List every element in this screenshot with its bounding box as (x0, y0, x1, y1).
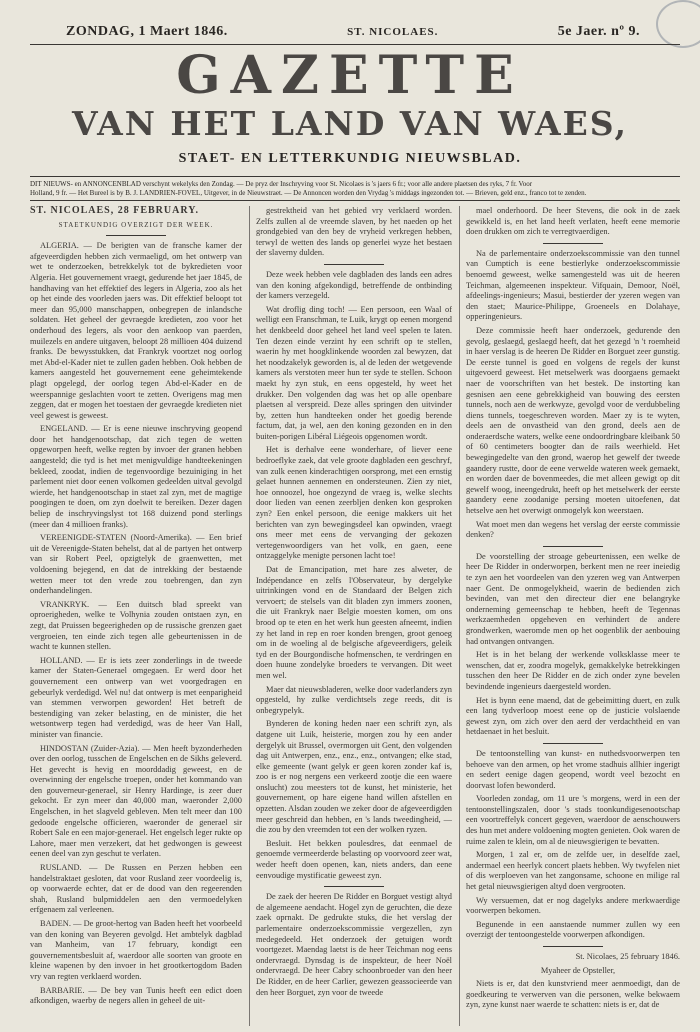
article-paragraph: VRANKRYK. — Een duitsch blad spreekt van oproerigheden, welke te Volhynia zouden ontstaen zyn, en zegt, dat Pruissen begeerigheden op de russische grenzen gaet vergroeien, ten einde zich tegen alle gebeurtenissen in de wacht te kunnen stellen. (30, 599, 242, 652)
masthead-tagline: STAET- EN LETTERKUNDIG NIEUWSBLAD. (178, 151, 522, 166)
section-subheading: STAETKUNDIG OVERZIGT DER WEEK. (58, 220, 214, 229)
article-paragraph: Besluit. Het bekken poulesdres, dat eenmael de genoemde vermeerderde belasting op voorvoord zeer wat, weder heeft doen openen, kan, niets anders, dan eene eenvoudige mystificatie geweest zyn. (256, 838, 452, 880)
notice-line-2: Holland, 9 fr. — Het Bureel is by B. J. LANDRIEN-FOVEL, Uitgever, in de Nieuwstraet. — De Annoncen worden den Vrydag 's middags ingezonden tot. — Brieven, geld enz., franco tot te zenden. (30, 189, 587, 197)
article-paragraph: mael onderhoord. De heer Stevens, die ook in de zaek gewikkeld is, en het land heeft verlaten, heeft eene memorie doen drukken om zich te verregtvaerdigen. (466, 206, 680, 237)
separator (543, 743, 603, 744)
column-2 (256, 206, 452, 1026)
separator (543, 243, 603, 244)
library-stamp (656, 0, 700, 48)
separator (543, 546, 603, 547)
notice-line-1: DIT NIEUWS- en ANNONCENBLAD verschynt wekelyks den Zondag. — De pryz der Inschryving voor St. Nicolaes is 's jaers 6 fr.; voor alle andere plaetsen des ryks, 7 fr. Voor (30, 180, 533, 188)
subscription-notice (30, 180, 680, 198)
notice-bottom-rule (30, 200, 680, 201)
article-paragraph: De zaek der heeren De Ridder en Borguet vestigt altyd de algemeene aendacht. Hogel zyn de geruchten, die deze zaek oprnakt. De gedrukte stuks, die het verslag der parlementaire onderzoekscommissie vergezellen, zyn medegedeeld. Het onderzoek der getuigen wordt voortgezet. Maendag laetst is de heer Teichman nog eens ondervraegd. Dynsdag is de inspekteur, de heer Noël ondervraegd. De heer Cabry schoonbroeder van den heer De Ridder, en de heer Carlier, gewezen geassocieerde van den heer Borguet, zyn voor de tweede (256, 892, 452, 997)
article-paragraph: HOLLAND. — Er is iets zeer zonderlings in de tweede kamer der Staten-Generael omgegaen. Er werd door het gouvernement een ontwerp van wet voorgedragen en gebeurlyk verdedigd. Wel nu! dat ontwerp is met eenparigheid van stemmen verworpen geworden! Het betreft de bestendiging van zeker belasting, en de minister, die het wetsontwerp tegen had verdedigd, was de heer Van Hall, minister van financie. (30, 655, 242, 739)
article-paragraph: De tentoonstelling van kunst- en nuthedsvoorwerpen ten behoeve van den armen, op het vrome stadhuis allhier ingerigt en sedert eenige dagen geopend, wordt veel bezocht en doorvast lofen bewonderd. (466, 748, 680, 790)
article-paragraph: Maer dat nieuwsbladeren, welke door vaderlanders zyn opgesteld, hy zulke verdichtsels zege reeds, dit is onbegrypelyk. (256, 684, 452, 715)
notice-top-rule (30, 176, 680, 177)
column-divider (249, 206, 250, 1026)
article-paragraph: Deze commissie heeft haer onderzoek, gedurende den gevolg, geslaegd, geslaegd heeft, dat het gezegd 'n 't roemheid in haer verslag is de heeren De Ridder en Borguet zeer gunstig. De eerste tunnel is goed en volgens de regels der kunst uitgevoerd geweest. Het metselwerk was doorgaens gemaekt naer de voorschriften van het bestek. De instorting kan gesnisen aen eene gebrekkigheid van bouwing des eersten tunnels, noch aen de werkwyze, gevolgd voor de verdubbeling diens tunnels, toegeschreven worden. Maer zy is te wyten, deels aen de onvastheid van den grond, deels aen de onderaerdsche waters, welke eene ondoordringbare kleibank 50 of 60 centimeters boogter dan de rails weerhield. Het bewegingedelte van den grond, waerop het gewelf der tweede gaandery rustte, door de eene verwelde wateren week gemaekt, en worden daer de bovenmeedes, die met alleen gewigt op dit gewelf woog, ineengedrukt, heeft op het metselwerk der eerste gaandery eene zoodanige persing moeten uitoefenen, dat hetselve aen het overwigt onmogelyk kon weerstaen. (466, 325, 680, 516)
column-divider (459, 206, 460, 1026)
article-paragraph: Begunende in een aanstaende nummer zullen wy een overzigt der tentoongestelde voorwerpen afkondigen. (466, 919, 680, 940)
masthead-subtitle-line: VAN HET LAND VAN WAES, (72, 104, 628, 143)
article-paragraph: BADEN. — De groot-hertog van Baden heeft het voorbeeld van den koning van Beyeren gevolgd. Het ambtelyk dagblad van Manheim, van 17 february, kondigt een gouvernementsbesluit af, waerdoor alle soorten van groote en kleine wapenen by den invoer in het grootkertogdom Baden vry van regten verklaerd worden. (30, 919, 242, 981)
article-paragraph: Deze week hebben vele dagbladen des lands een adres van den koning afgekondigd, betreffende de ontbinding der kamers verzegeld. (256, 269, 452, 301)
article-paragraph: gestrektheid van het gebied vry verklaerd worden. Zelfs zullen al de vreemde slaven, by het naeden op het grondgebied van den bey de vryheid verkregen hebben, terwyl de wetten des lands op generlei wyze het bestaen der slaverny dulden. (256, 206, 452, 258)
separator (543, 946, 603, 947)
issue-number: 5e Jaer. nº 9. (557, 24, 640, 39)
separator (106, 235, 166, 236)
article-paragraph: Het is bynn eene maend, dat de gebeimitting duert, en zulk een lang tydverloop moest eene op de justicie volslaende gewest zyn, om zich over den aerd der verdachtheid en van hetdaenaet in het besluit. (466, 695, 680, 737)
article-paragraph: Wat moet men dan wegens het verslag der eerste commissie denken? (466, 519, 680, 540)
letter-dateline: St. Nicolaes, 25 february 1846. (575, 952, 680, 961)
article-paragraph: Na de parlementaire onderzoekscommissie van den tunnel van Cumptich is eene bestierlyke onderzoekscommissie benoemd geweest, welke samengesteld was uit de heeren Teichman, algemeenen inspekteur. Vifquain, Demoor, Noël, afdeelings-ingenieurs; Masui, bestierder der yzeren wegen van den staet; Maurice-Philippe, Groeneels en Dolahaye, opperingenieurs. (466, 248, 680, 322)
article-paragraph: VEREENIGDE-STATEN (Noord-Amerika). — Een brief uit de Vereenigde-Staten behelst, dat al de partyen het ontwerp van sir Robert Peel, opzigtelyk de graenwetten, met voldoening bejegend, en dat de intrekking der bestaende wetten meer tot den vrede zou toebrengen, dan zyn onderhandelingen. (30, 533, 242, 596)
column-3 (466, 206, 680, 1026)
article-paragraph: Wat droflig ding toch! — Een persoon, een Waal of welligt een Franschman, te Luik, krygt op eenen morgend het denkbeeld door geheel het land veel spelen te laten. Ten dezen einde verzint hy een schrift op te stellen, waerin hy met hoogklinkende woorden zal bewyzen, dat het noodzakelyk geworden is, al de leden der wetgevende kamers als verstoten meer hun ter syde te stellen. Schoon maekt hy zyn stuk, en eens opgesteld, hy weet het drukker. Den volgenden dag was het op alle openbare plaetsen al verspreid. Deze alles springen den uitvinder by, zetten hun handteeken onder het goedig berende factum, dat, ja wel, aen den koning gezonden en in den buiten-porigen Libéral Liégeois opgenomen wordt. (256, 304, 452, 441)
article-paragraph: De voorstelling der stroage gebeurtenissen, een welke de heer De Ridder in onderworpen, berkent men ne reer ineiedig te zyn aen het voordeelen van den yzeren weg van Antwerpen naer Gent. De onmogelykheid, waerin de bedienden zich bevinden, van met den directeur dier ene belangryke onderneming gemeenschap te hebben, heeft de Tegennas werkzaemheden opgeheven en verhindert de andere grondwerken, waeromde men op het oogenblik der aenbouing had ontvangen ontvangen. (466, 551, 680, 646)
letter-salutation: Myaheer de Opsteller, (540, 965, 616, 975)
article-paragraph: BARBARIE. — De bey van Tunis heeft een edict doen afkondigen, waerby de negers allen in geheel de uit- (30, 985, 242, 1006)
article-paragraph: Het is in het belang der werkende volksklasse meer te wenschen, dat er, zoodra mogelyk, gemakkelyke betrekkingen tusschen den heer De Ridder en de zich onder zyne bevelen bevindende ingenieurs daergesteld worden. (466, 650, 680, 691)
column-1 (30, 206, 242, 1026)
article-paragraph: RUSLAND. — De Russen en Perzen hebben een handelstraktaet gesloten, dat voor Rusland zeer voordeelig is, op voorwaerde echter, dat er de dood van den regeerenden shah, Rusland bulpmiddelen aen den vermoedelyken erfgenaem zal verleenen. (30, 863, 242, 915)
dateline (66, 22, 640, 42)
article-paragraph: Morgen, 1 zal er, om de zelfde uer, in deselfde zael, andermael een heerlyk concert plaets hebben. Wy twyfelen niet of dis werploeven van het zangonsame, schoone en milige ral het getal nieuwsgierigen altyd doen vergrooten. (466, 850, 680, 892)
article-paragraph: Bynderen de koning heden naer een schrift zyn, als datgene uit Luik, heisterie, morgen zou hy een ander dergelyk uit Brussel, overmorgen uit Gent, den volgenden dag uit Antwerpen, enz., enz., enz., ontvangen; elke stad, elke gemeente (want gelyk er geen koren zonder kaf is, zoo is er nog nergens een verkeerd zootje die een waere onslucht) zou meesters tot de kunst, het ministerie, het gouvernement, op hare eigene hand willen afstellen en opzetten. Alsdan zouden we zeker door de afgeveerdigden meer geschreid dan hebben, en 's lands tweedingheid, — die zou by den vreemden tot een der wolken ryzen. (256, 719, 452, 835)
article-paragraph: Voorleden zondag, om 11 ure 's morgens, werd in een der tentoonstellingszalen, door 's stads toonkundigesenootschap een voortreffelyk concert gegeven, waerdoor de aenschouwers des hun met andere voldoening mogten genieten. Ook waren de ruime zalen te klein, om al de nieuwsgierigen te bevatten. (466, 794, 680, 846)
article-paragraph: Dat de Emancipation, met hare zes alweter, de Indépendance en zelfs l'Observateur, by dergelyke uitrinkingen vond en de Standaard der Belgen zich vervoert; de stelsels van dit bladen zyn immers zoonen, die uit Frankryk naer Belgie moesten komen, om ons brood op te eten en het werk hun geesten afneemt, indien zy het land in rep en roer konden brengen, groot genoeg om in de woeling al de belgische afgeveerdigers, geleik tyd en der Bourgondische hofmenschen, te verdringen en doen huune zondelyke broeders te vervangen. Dit weet men wel. (256, 565, 452, 680)
article-paragraph: Het is derhalve eene wonderhare, of liever eene bedroeflyke zaek, dat vele groote dagbladen een geschryf, van zulk eenen kinderachtigen oorsprong, met een ernstig gelaet hunnen aennemen en ondersteunen. Zien zy niet, hoe onnoozel, hoe ongezynd de vraeg is, welke slechts door lieden van eenen zeerbljen denken kon gesproken zyn? Een enkel persoon, die eenige makkers uit het berichten van zyn bewegingsdeel kan opwinden, vraegt ons meer met eens de vervanging der gekozen vertegenwoordigers van het volk, en gaen, eene ontzaggelyke menigte personen lacht toe! (256, 445, 452, 561)
section-heading: ST. NICOLAES, 28 FEBRUARY. (30, 206, 200, 216)
masthead-title: GAZETTE (176, 45, 524, 106)
article-paragraph: HINDOSTAN (Zuider-Azia). — Men heeft byzonderheden over den oorlog, tusschen de Engelschen en de Sikhs geleverd. Het gevecht is hevig en moorddadig geweest, en de overwinning der engelsche troepen, onder het kommando van den gouverneur-generael, sir Henry Hardinge, is zeer duer gekocht. Er zyn meer dan 40,000 man, waeronder 2,000 Engelschen, in het slagveld gebleven. Men telt meer dan 100 gedoode engelsche officieren, waeronder de generael sir Robert Sale en een major-generael. Het engelsch leger rukte op Lahore, maer men verzekert, dat het gedwongen is geweest eenen deel van zyn geschut te verlaten. (30, 743, 242, 859)
article-paragraph: Wy versuemen, dat er nog dagelyks andere merkwaerdige voorwerpen bekomen. (466, 895, 680, 916)
article-paragraph: Niets is er, dat den kunstvriend meer aenmoedigt, dan de goedkeuring te verwerven van die personen, welke bekwaem zyn, zyne kunst naer waerde te schatten: niets is er, dat de (466, 979, 680, 1010)
article-paragraph: ALGERIA. — De berigten van de fransche kamer der afgeveerdigden hebben zich vermaeligd, om het ontwerp van wet te onderzoeken, betrekkelyk tot de bykredieten voor Algeria. Het gouvernement vraegt, gedurende het jaer 1845, de handhaving van het effektief des legers in Algeria, zoo als het op het einde des voorleden jaers was. Dit effektief beloopt tot meer dan 95,000 manschappen, onbegrepen de inlandsche soldaten. Het geheel der gevraegde kredieten, zoo voor het onderhoud des legers, als voor den aenkoop van paerden, muilezels en andere uitgaven, beloopt 28 millioen 404 duizend franks. De bewysstukken, dat Frankryk voortzet nog oorlog met Abd-el-Kader niet te zullen gaden hebben. Ook hebben de kamers aangesteld het gouvernement eene geheimtekende plagt opgelegd, der oorlog tegen Abd-el-Kader en de weerspannige geslachten voort te zetten. Overigens mag men zeggen, dat er mogen het toestaen der gevraegde kredieten niet veel gewest is geweest. (30, 241, 242, 420)
issue-date: ZONDAG, 1 Maert 1846. (66, 24, 228, 39)
separator (324, 886, 384, 887)
separator (324, 264, 384, 265)
article-paragraph: ENGELAND. — Er is eene nieuwe inschryving geopend door het handgenootschap, dat zich tegen de wetten opgeworpen heeft, welke regten by invoer der granen hebben aangesteld; die tyd is het met menigvuldige handteekeningen bekleed, zoodat, indien de tegenvoordige bezuiniging in het parlement niet door eenen volkomen gedeelden uitval gevolgd wierde, het handgenootschap in staet zal zyn, met de magtige poogingen te doen, om zyn doelwit te bereiken. Dezer dagen beliep de inschryvingslyst tot 168 duizend pond sterlings (meer dan 4 millioen franks). (30, 424, 242, 529)
city-name: ST. NICOLAES. (347, 26, 439, 38)
